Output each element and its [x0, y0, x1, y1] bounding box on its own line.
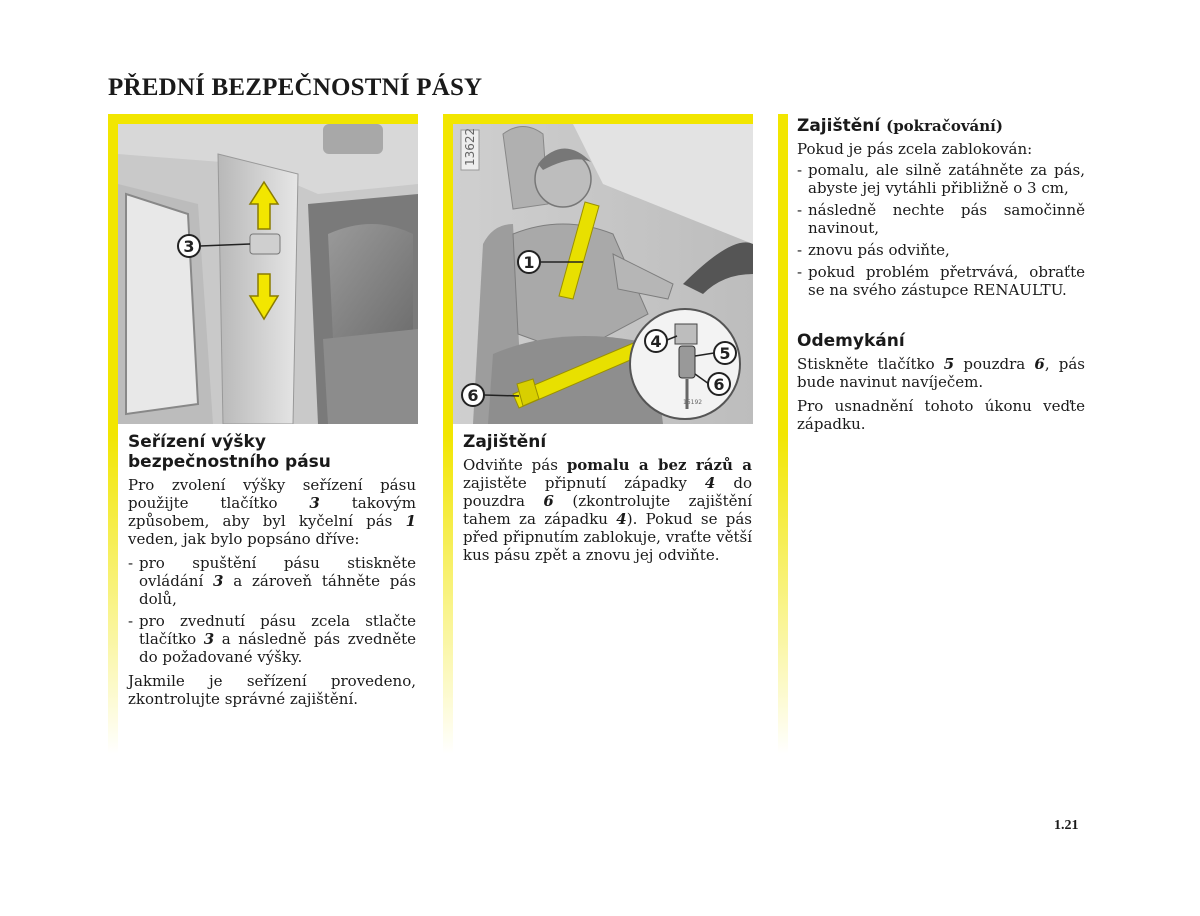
svg-text:1: 1: [523, 253, 535, 272]
svg-text:6: 6: [467, 386, 479, 405]
callout-6-inset: [708, 373, 730, 395]
locking-section: [463, 432, 752, 570]
svg-text:13622: 13622: [463, 127, 477, 166]
middle-top-bar: [443, 114, 753, 124]
height-adjust-heading: Seřízení výšky bezpečnostního pásu: [128, 432, 331, 472]
list-item: - následně nechte pás samočinně navinout,: [797, 201, 1085, 237]
page-number: 1.21: [1054, 818, 1079, 833]
callout-6: [462, 384, 484, 406]
blocked-intro: Pokud je pás zcela zablokován:: [797, 140, 1033, 158]
callout-5: [714, 342, 736, 364]
left-top-bar: [108, 114, 418, 124]
height-adjust-intro: Pro zvolení výšky seřízení pásu použijte tlačítko 3 takovým způsobem, aby byl kyčelní pás 1 veden, jak bylo popsáno dříve:: [128, 476, 416, 548]
left-column-stripe: [108, 114, 118, 754]
list-item: - pro zvednutí pásu zcela stlačte tlačítko 3 a následně pás zvedněte do požadované výšky.: [128, 612, 416, 666]
unlocking-heading: Odemykání: [797, 331, 905, 351]
pillar-illustration: [118, 124, 418, 424]
height-adjust-section: [128, 432, 416, 714]
blocked-list: [797, 161, 1085, 299]
svg-text:15192: 15192: [683, 399, 703, 406]
right-column-stripe: [778, 114, 788, 754]
driver-belt-illustration: [453, 124, 753, 424]
svg-text:6: 6: [713, 375, 725, 394]
page-title: PŘEDNÍ BEZPEČNOSTNÍ PÁSY: [108, 74, 483, 101]
locking-paragraph: Odviňte pás pomalu a bez rázů a zajistěte připnutí západky 4 do pouzdra 6 (zkontrolujte zajištění tahem za západku 4). Pokud se pás před připnutím zablokuje, vraťte větší kus pásu zpět a znovu jej odviňte.: [463, 456, 753, 564]
locking-heading: Zajištění: [463, 432, 547, 452]
svg-text:5: 5: [719, 344, 731, 363]
locking-continued-section: [797, 116, 1085, 439]
height-adjust-list: [128, 554, 416, 666]
list-item: - pokud problém přetrvává, obraťte se na svého zástupce RENAULTU.: [797, 263, 1085, 299]
unlocking-tip: Pro usnadnění tohoto úkonu veďte západku.: [797, 397, 1085, 433]
list-item: - pomalu, ale silně zatáhněte za pás, abyste jej vytáhli přibližně o 3 cm,: [797, 161, 1085, 197]
unlocking-paragraph: Stiskněte tlačítko 5 pouzdra 6, pás bude navinut navíječem.: [797, 355, 1086, 391]
callout-1: [518, 251, 540, 273]
svg-text:4: 4: [650, 332, 662, 351]
callout-4: [645, 330, 667, 352]
middle-column-stripe: [443, 114, 453, 754]
height-adjust-check: Jakmile je seřízení provedeno, zkontrolujte správné zajištění.: [128, 672, 416, 708]
list-item: - pro spuštění pásu stiskněte ovládání 3 a zároveň táhněte pás dolů,: [128, 554, 416, 608]
list-item: - znovu pás odviňte,: [797, 241, 1085, 259]
svg-text:3: 3: [183, 237, 195, 256]
callout-3: [178, 235, 200, 257]
locking-continued-heading: Zajištění (pokračování): [797, 116, 1003, 136]
